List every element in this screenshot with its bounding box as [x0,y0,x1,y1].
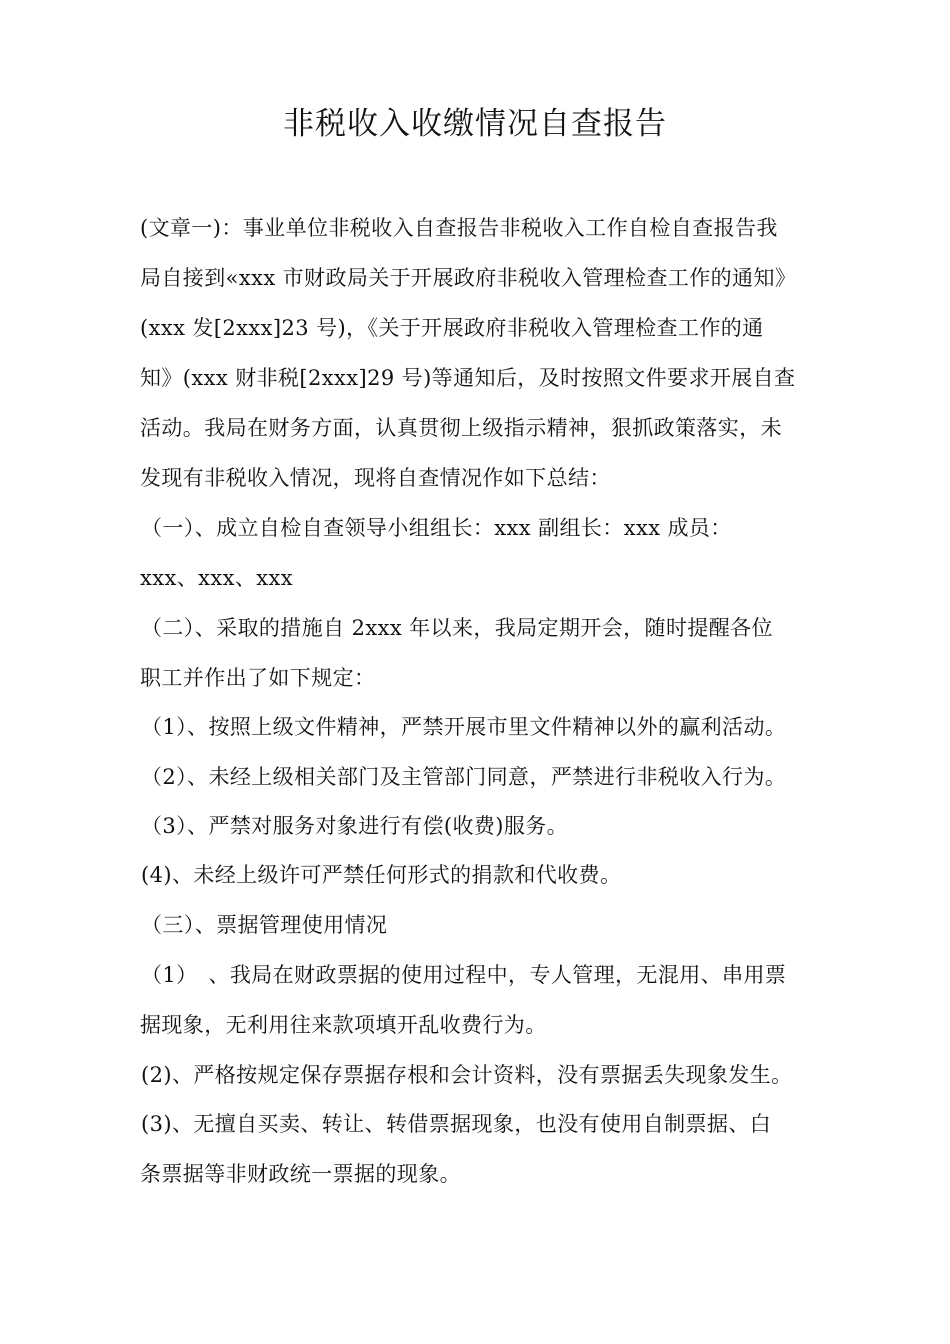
list-item-line: （1）、按照上级文件精神，严禁开展市里文件精神以外的赢利活动。 [141,715,787,739]
document-title: 非税收入收缴情况自查报告 [283,106,667,142]
paragraph-line: xxx、xxx、xxx [140,566,293,590]
paragraph-line: 局自接到«xxx 市财政局关于开展政府非税收入管理检查工作的通知》 [140,266,797,290]
list-item-line: （1） 、我局在财政票据的使用过程中，专人管理，无混用、串用票 [141,963,787,987]
paragraph-line: 知》(xxx 财非税[2xxx]29 号)等通知后，及时按照文件要求开展自查 [140,366,796,390]
list-item-line: (4)、未经上级许可严禁任何形式的捐款和代收费。 [141,863,622,887]
paragraph-line: (文章一)：事业单位非税收入自查报告非税收入工作自检自查报告我 [140,216,778,240]
paragraph-line: 据现象，无利用往来款项填开乱收费行为。 [140,1013,547,1037]
section-heading-line: （三）、票据管理使用情况 [141,913,388,937]
paragraph-line: (xxx 发[2xxx]23 号)，《关于开展政府非税收入管理检查工作的通 [140,316,764,340]
section-heading-line: （二）、采取的措施自 2xxx 年以来，我局定期开会，随时提醒各位 [141,616,773,640]
paragraph-line: 条票据等非财政统一票据的现象。 [140,1162,461,1186]
list-item-line: (2)、严格按规定保存票据存根和会计资料，没有票据丢失现象发生。 [141,1063,793,1087]
paragraph-line: 发现有非税收入情况，现将自查情况作如下总结： [140,466,611,490]
list-item-line: （2）、未经上级相关部门及主管部门同意，严禁进行非税收入行为。 [141,765,787,789]
paragraph-line: 职工并作出了如下规定： [140,666,376,690]
list-item-line: (3)、无擅自买卖、转让、转借票据现象，也没有使用自制票据、白 [141,1112,772,1136]
paragraph-line: 活动。我局在财务方面，认真贯彻上级指示精神，狠抓政策落实，未 [140,416,782,440]
list-item-line: （3）、严禁对服务对象进行有偿(收费)服务。 [141,814,569,838]
section-heading-line: （一）、成立自检自查领导小组组长：xxx 副组长：xxx 成员： [141,516,732,540]
